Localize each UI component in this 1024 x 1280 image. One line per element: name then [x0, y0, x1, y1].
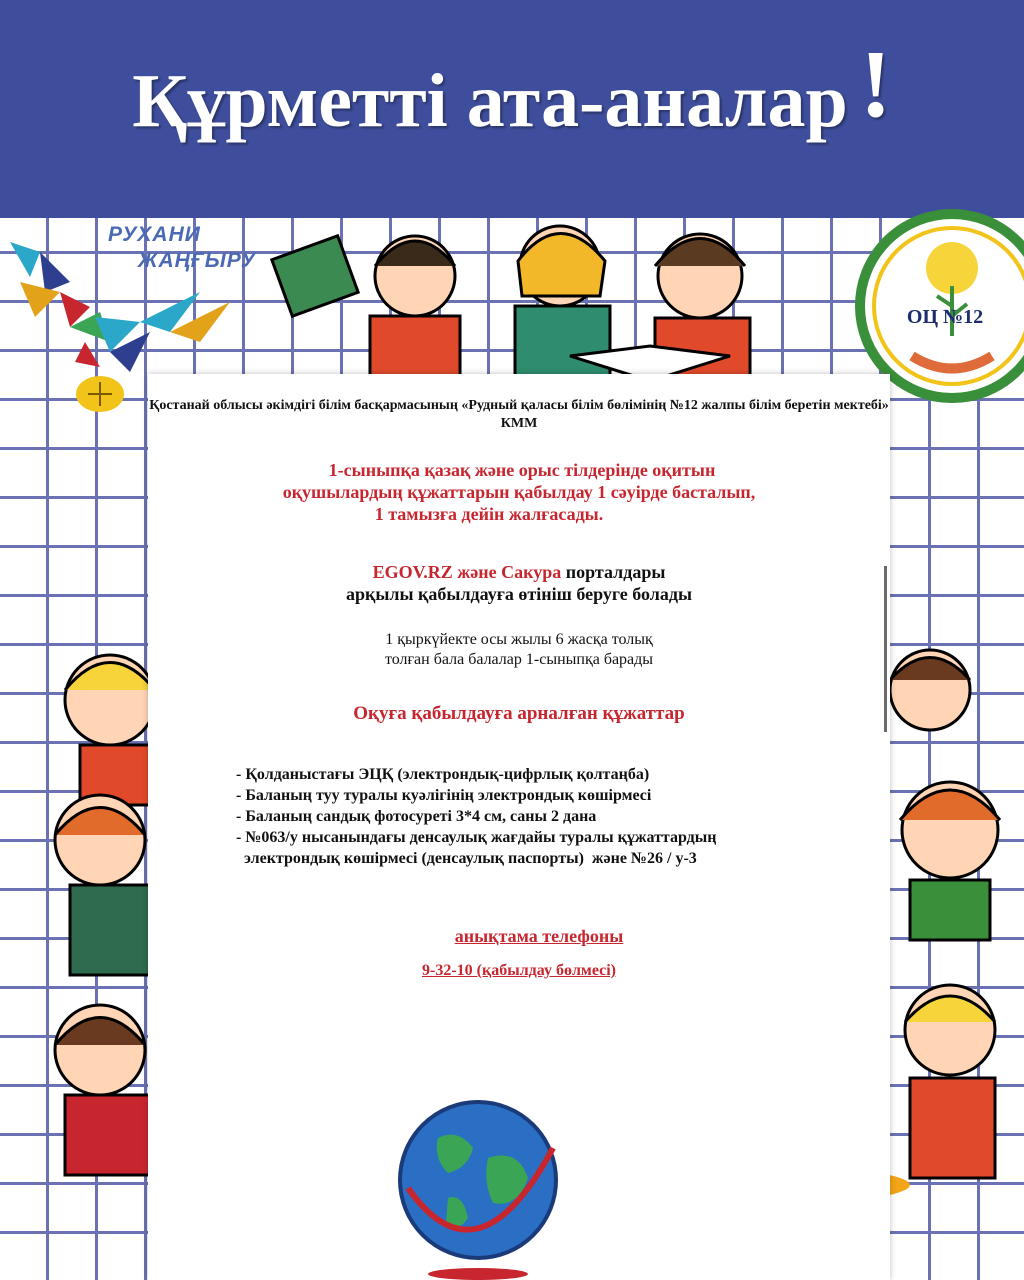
ruhani-line2: ЖАҢҒЫРУ	[138, 249, 257, 272]
document-item: электрондық көшірмесі (денсаулық паспорты) және №26 / у-3	[236, 850, 697, 867]
reading-kids-illustration	[270, 206, 830, 386]
right-kids-illustration	[890, 630, 1024, 1230]
document-item: - Қолданыстағы ЭЦҚ (электрондық-цифрлық қолтаңба)	[236, 766, 650, 783]
title-text: Құрметті ата-аналар	[132, 59, 848, 143]
intro-line-2: оқушылардың құжаттарын қабылдау 1 сәуірде басталып,	[282, 482, 756, 502]
ruhani-line1: РУХАНИ	[108, 223, 201, 246]
intro-line-1: 1-сыныпқа қазақ және орыс тілдерінде оқитын	[328, 460, 716, 480]
globe-icon	[378, 1088, 578, 1280]
page-title	[0, 30, 1024, 143]
documents-list	[236, 764, 856, 869]
intro-line-3: 1 тамызға дейін жалғасады.	[374, 504, 604, 524]
documents-heading: Оқуға қабылдауға арналған құжаттар	[353, 703, 685, 724]
phone-heading-link[interactable]: анықтама телефоны	[454, 926, 624, 946]
document-item: - №063/у нысанындағы денсаулық жағдайы туралы құжаттардың	[236, 829, 717, 846]
portals-names: EGOV.RZ және Сакура	[372, 562, 562, 582]
portals-info	[148, 561, 890, 605]
document-item: - Баланың туу туралы куәлігінің электрондық көшірмесі	[236, 787, 652, 804]
organization-name: Қостанай облысы әкімдігі білім басқармасының «Рудный қаласы білім бөлімінің №12 жалпы білім беретін мектебі» КММ	[149, 398, 889, 431]
age-line-2: толған бала балалар 1-сыныпқа барады	[384, 651, 654, 668]
admission-intro	[148, 459, 890, 525]
age-requirement	[148, 630, 890, 670]
header-banner	[0, 0, 1024, 218]
title-exclamation: !	[859, 30, 892, 137]
left-kids-illustration	[20, 640, 150, 1200]
ruhani-logo-text	[108, 222, 256, 274]
phone-number-link[interactable]: 9-32-10 (қабылдау бөлмесі)	[422, 962, 616, 979]
seal-text: ОЦ №12	[906, 306, 984, 328]
portals-line-2: арқылы қабылдауға өтініш беруге болады	[345, 584, 693, 604]
portals-word: порталдары	[561, 562, 666, 582]
document-item: - Баланың сандық фотосуреті 3*4 см, саны 2 дана	[236, 808, 597, 825]
age-line-1: 1 қыркүйекте осы жылы 6 жасқа толық	[385, 631, 653, 648]
